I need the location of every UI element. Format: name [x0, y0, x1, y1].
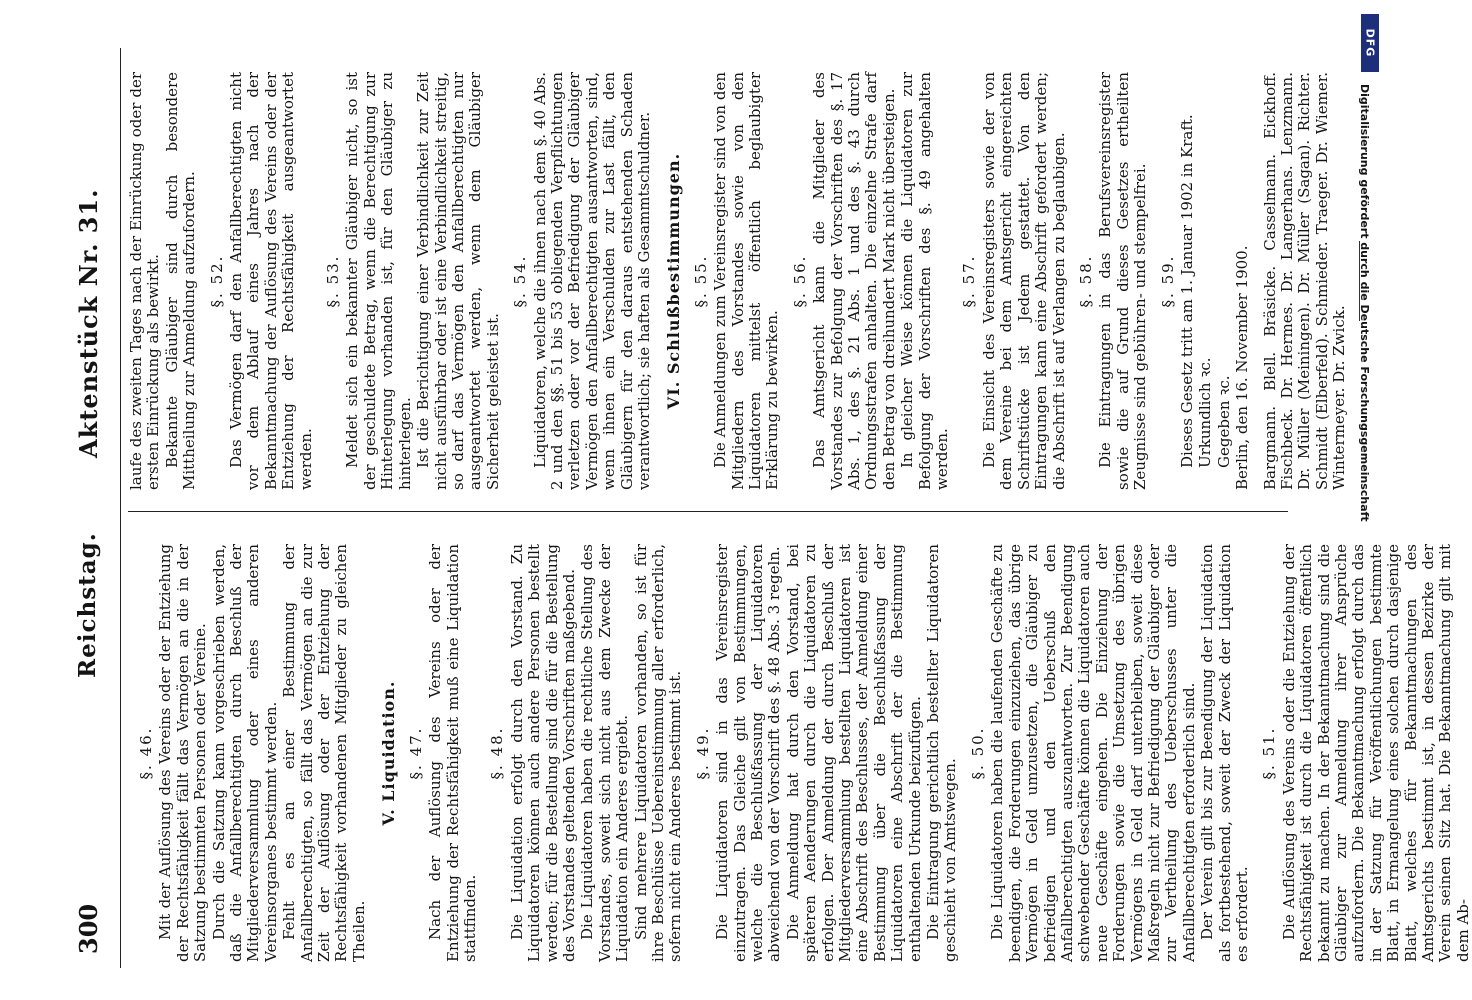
right-paragraph: Bekannte Gläubiger sind durch besondere Mittheilung zur Anmeldung aufzufordern.: [162, 72, 199, 490]
left-section-heading: §. 51.: [1260, 726, 1279, 780]
right-paragraph: Dieses Gesetz tritt am 1. Januar 1902 in Kraft.: [1177, 114, 1196, 468]
right-paragraph: In gleicher Weise können die Liquidatoren zur Befolgung der Vorschriften des §. 49 angehalten werden.: [898, 72, 952, 490]
left-paragraph: Sind mehrere Liquidatoren vorhanden, so ist für ihre Beschlüsse Uebereinstimmung aller erforderlich, sofern nicht ein Anderes bestimmt ist.: [631, 544, 685, 962]
right-paragraph: Liquidatoren, welche die ihnen nach dem §. 40 Abs. 2 und den §§. 51 bis 53 obliegenden Verpflichtungen verletzen oder vor der Befriedigung der Gläubiger Vermögen den Anfallberechtigten ausantworten, sind, wenn ihnen ein Verschulden zur Last fällt, den Gläubigern für den daraus entstehenden Schaden verantwortlich; sie haften als Gesammtschuldner.: [530, 72, 653, 490]
right-chapter-heading: VI. Schlußbestimmungen.: [664, 152, 684, 410]
right-paragraph: Das Amtsgericht kann die Mitglieder des Vorstandes zur Befolgung der Vorschriften des §. 17 Abs. 1, des §. 21 Abs. 1 und des §. 43 durch Ordnungsstrafen anhalten. Die einzelne Strafe darf den Betrag von dreihundert Mark nicht übersteigen.: [810, 72, 898, 490]
header-right-title: Aktenstück Nr. 31.: [74, 188, 103, 458]
left-paragraph: Nach der Auflösung des Vereins oder der Entziehung der Rechtsfähigkeit muß eine Liquidation stattfinden.: [426, 544, 479, 962]
column-divider: [128, 511, 1288, 512]
header-left-title: Reichstag.: [74, 532, 101, 678]
right-section-heading: §. 57.: [960, 254, 979, 308]
right-paragraph: Die Anmeldungen zum Vereinsregister sind von den Mitgliedern des Vorstandes sowie von den Liquidatoren mittelst öffentlich beglaubigter Erklärung zu bewirken.: [711, 72, 782, 490]
place-date-line: Berlin, den 16. November 1900.: [1233, 245, 1252, 490]
page-number: 300: [74, 903, 103, 954]
left-chapter-heading: V. Liquidation.: [379, 680, 399, 826]
left-section-heading: §. 48.: [488, 726, 507, 780]
right-paragraph: Die Eintragungen in das Berufsvereinsregister sowie die auf Grund dieses Gesetzes ertheilten Zeugnisse sind gebühren- und stempelfrei.: [1096, 72, 1150, 490]
right-paragraph: Das Vermögen darf den Anfallberechtigten nicht vor dem Ablauf eines Jahres nach der Bekanntmachung der Auflösung des Vereins oder der Entziehung der Rechtsfähigkeit ausgeantwortet werden.: [227, 72, 315, 490]
right-section-heading: §. 54.: [511, 254, 530, 308]
left-paragraph: Fehlt es an einer Bestimmung der Anfallberechtigten, so fällt das Vermögen an die zur Zeit der Auflösung oder der Entziehung der Rechtsfähigkeit vorhandenen Mitglieder zu gleichen Theilen.: [280, 544, 368, 962]
left-paragraph: Die Auflösung des Vereins oder die Entziehung der Rechtsfähigkeit ist durch die Liquidatoren öffentlich bekannt zu machen. In der Bekanntmachung sind die Gläubiger zur Anmeldung ihrer Ansprüche aufzufordern. Die Bekanntmachung erfolgt durch das in der Satzung für Veröffentlichungen bestimmte Blatt, in Ermangelung eines solchen durch dasjenige Blatt, welches für Bekanntmachungen des Amtsgerichts bestimmt ist, in dessen Bezirke der Verein seinen Sitz hat. Die Bekanntmachung gilt mit dem Ab-: [1279, 544, 1472, 962]
left-paragraph: Die Liquidatoren haben die laufenden Geschäfte zu beendigen, die Forderungen einzuziehen, das übrige Vermögen in Geld umzusetzen, die Gläubiger zu befriedigen und den Ueberschuß den Anfallberechtigten auszuantworten. Zur Beendigung schwebender Geschäfte können die Liquidatoren auch neue Geschäfte eingehen. Die Einziehung der Forderungen sowie die Umsetzung des übrigen Vermögens in Geld darf unterbleiben, soweit diese Maßregeln nicht zur Befriedigung der Gläubiger oder zur Vertheilung des Ueberschusses unter die Anfallberechtigten erforderlich sind.: [988, 544, 1198, 962]
right-paragraph: Ist die Berichtigung einer Verbindlichkeit zur Zeit nicht ausführbar oder ist eine Verbindlichkeit streitig, so darf das Vermögen den Anfallberechtigten nur ausgeantwortet werden, wenn dem Gläubiger Sicherheit geleistet ist.: [414, 72, 502, 490]
left-section-heading: §. 50.: [968, 726, 987, 780]
left-paragraph: Mit der Auflösung des Vereins oder der Entziehung der Rechtsfähigkeit fällt das Vermögen an die in der Satzung bestimmten Personen oder Vereine.: [156, 544, 210, 962]
side-stamp: [1357, 10, 1387, 990]
left-paragraph: Der Verein gilt bis zur Beendigung der Liquidation als fortbestehend, soweit der Zweck der Liquidation es erfordert.: [1198, 544, 1251, 962]
left-text-column: [128, 544, 1472, 962]
right-section-heading: §. 58.: [1076, 254, 1095, 308]
left-paragraph: Die Anmeldung hat durch den Vorstand, bei späteren Aenderungen durch die Liquidatoren zu erfolgen. Der Anmeldung der durch Beschluß der Mitgliederversammlung bestellten Liquidatoren ist eine Abschrift des Beschlusses, der Anmeldung einer Bestimmung über die Beschlußfassung der Liquidatoren eine Abschrift der die Bestimmung enthaltenden Urkunde beizufügen.: [783, 544, 924, 962]
left-paragraph: Die Eintragung gerichtlich bestellter Liquidatoren geschieht von Amtswegen.: [924, 544, 960, 962]
left-paragraph: Die Liquidatoren haben die rechtliche Stellung des Vorstandes, soweit sich nicht aus dem Zwecke der Liquidation ein Anderes ergiebt.: [578, 544, 632, 962]
right-paragraph: Die Einsicht des Vereinsregisters sowie der von dem Vereine bei dem Amtsgericht eingereichten Schriftstücke ist Jedem gestattet. Von den Eintragungen kann eine Abschrift gefordert werden; die Abschrift ist auf Verlangen zu beglaubigen.: [979, 72, 1068, 490]
left-section-heading: §. 46.: [137, 726, 155, 780]
dfg-logo: DFG: [1361, 14, 1379, 72]
right-section-heading: §. 53.: [324, 254, 343, 308]
right-section-heading: §. 56.: [790, 254, 809, 308]
right-paragraph: laufe des zweiten Tages nach der Einrückung oder der ersten Einrückung als bewirkt.: [127, 72, 163, 490]
left-paragraph: Durch die Satzung kann vorgeschrieben werden, daß die Anfallberechtigten durch Beschluß der Mitgliederversammlung oder eines anderen Vereinsorganes bestimmt werden.: [209, 544, 280, 962]
right-paragraph: Meldet sich ein bekannter Gläubiger nicht, so ist der geschuldete Betrag, wenn die Berechtigung zur Hinterlegung vorhanden ist, für den Gläubiger zu hinterlegen.: [343, 72, 414, 490]
signatories: Bargmann. Blell. Bräsicke. Casselmann. Eickhoff. Fischbeck. Dr. Hermes. Dr. Langerhans. Lenzmann. Dr. Müller (Meiningen). Dr. Müller (Sagan). Richter. Schmidt (Elberfeld). Schmieder. Traeger. Dr. Wiemer. Wintermeyer. Dr. Zwick.: [1260, 72, 1349, 490]
page-header: [56, 48, 116, 968]
right-text-column: [127, 72, 1349, 490]
left-section-heading: §. 49.: [693, 726, 712, 780]
left-paragraph: Die Liquidatoren sind in das Vereinsregister einzutragen. Das Gleiche gilt von Bestimmungen, welche die Beschlußfassung der Liquidatoren abweichend von der Vorschrift des §. 48 Abs. 3 regeln.: [713, 544, 784, 962]
left-section-heading: §. 47.: [406, 726, 425, 780]
header-rule: [120, 48, 121, 968]
left-paragraph: Die Liquidation erfolgt durch den Vorstand. Zu Liquidatoren können auch andere Personen bestellt werden; für die Bestellung sind die für die Bestellung des Vorstandes geltenden Vorschriften maßgebend.: [507, 544, 578, 962]
right-paragraph: Gegeben ꝛc.: [1214, 375, 1233, 468]
digitization-note: Digitalisierung gefördert durch die Deutsche Forschungsgemeinschaft: [1358, 84, 1371, 522]
right-section-heading: §. 59.: [1158, 254, 1177, 308]
right-section-heading: §. 52.: [207, 254, 226, 308]
right-paragraph: Urkundlich ꝛc.: [1196, 357, 1215, 468]
right-section-heading: §. 55.: [691, 254, 710, 308]
